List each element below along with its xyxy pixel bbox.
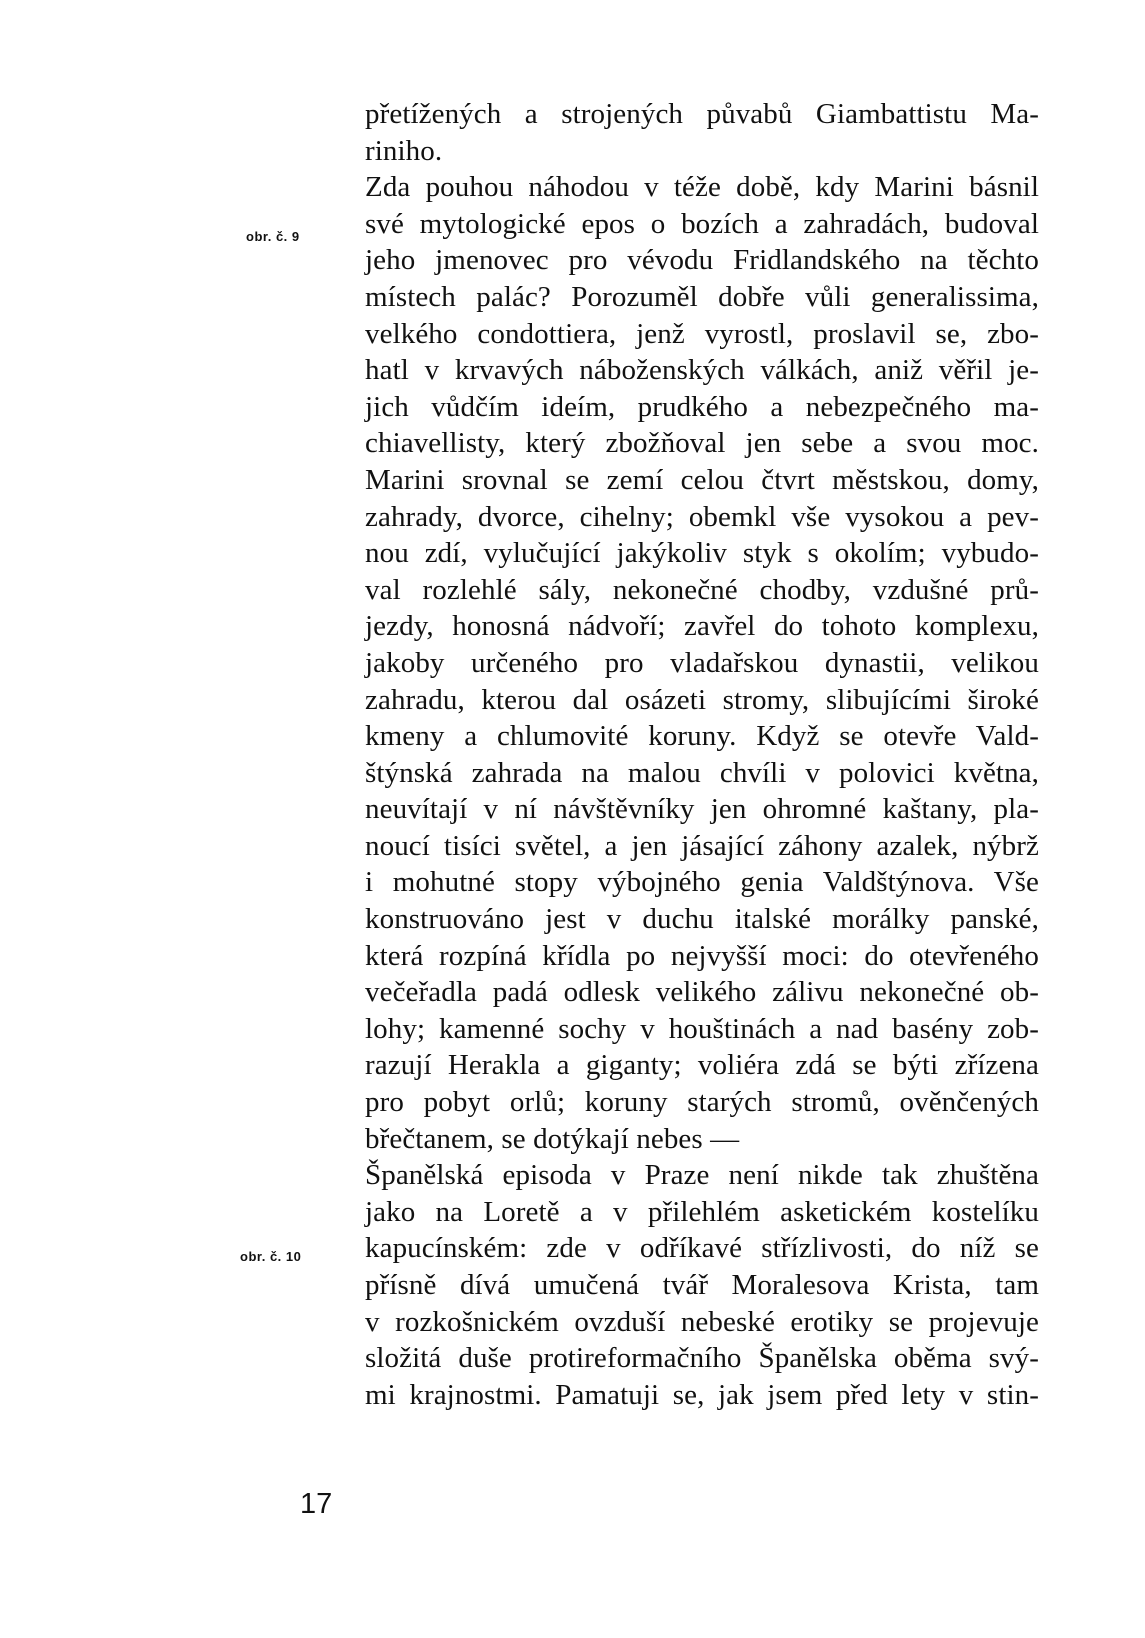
text-line: Zda pouhou náhodou v téže době, kdy Marini básnil bbox=[365, 171, 1039, 204]
text-line: val rozlehlé sály, nekonečné chodby, vzdušné prů- bbox=[365, 573, 1039, 606]
text-line: jakoby určeného pro vladařskou dynastii, velikou bbox=[365, 646, 1039, 679]
text-line: přetížených a strojených půvabů Giambattistu Ma- bbox=[365, 98, 1039, 130]
text-line: Španělská episoda v Praze není nikde tak zhuštěna bbox=[365, 1159, 1039, 1192]
text-line: zahradu, kterou dal osázeti stromy, slibujícími široké bbox=[365, 683, 1039, 716]
text-line: večeřadla padá odlesk velikého zálivu nekonečné ob- bbox=[365, 976, 1039, 1009]
text-line: kapucínském: zde v odříkavé střízlivosti, do níž se bbox=[365, 1232, 1039, 1265]
text-line: jeho jmenovec pro vévodu Fridlandského na těchto bbox=[365, 244, 1039, 277]
text-line: zahrady, dvorce, cihelny; obemkl vše vysokou a pev- bbox=[365, 500, 1039, 533]
text-line: konstruováno jest v duchu italské morálky panské, bbox=[365, 903, 1039, 936]
text-line: své mytologické epos o bozích a zahradách, budoval bbox=[365, 207, 1039, 240]
page-number: 17 bbox=[300, 1488, 333, 1520]
text-line: která rozpíná křídla po nejvyšší moci: do otevřeného bbox=[365, 939, 1039, 972]
text-line: štýnská zahrada na malou chvíli v polovici května, bbox=[365, 756, 1039, 789]
text-line: přísně dívá umučená tvář Moralesova Krista, tam bbox=[365, 1269, 1039, 1301]
text-line: hatl v krvavých náboženských válkách, aniž věřil je- bbox=[365, 354, 1039, 387]
text-line: chiavellisty, který zbožňoval jen sebe a svou moc. bbox=[365, 427, 1039, 460]
body-text bbox=[365, 96, 1039, 1413]
text-line: razují Herakla a giganty; voliéra zdá se býti zřízena bbox=[365, 1049, 1039, 1082]
text-line: riniho. bbox=[365, 134, 443, 167]
text-line: břečtanem, se dotýkají nebes — bbox=[365, 1122, 740, 1155]
text-line: i mohutné stopy výbojného genia Valdštýnova. Vše bbox=[365, 866, 1039, 899]
text-line: velkého condottiera, jenž vyrostl, proslavil se, zbo- bbox=[365, 317, 1039, 350]
margin-note-figure-10: obr. č. 10 bbox=[240, 1249, 302, 1264]
text-line: nou zdí, vylučující jakýkoliv styk s okolím; vybudo- bbox=[365, 537, 1039, 570]
text-line: lohy; kamenné sochy v houštinách a nad basény zob- bbox=[365, 1012, 1039, 1045]
text-line: noucí tisíci světel, a jen jásající záhony azalek, nýbrž bbox=[365, 829, 1039, 862]
text-line: Marini srovnal se zemí celou čtvrt městskou, domy, bbox=[365, 463, 1039, 496]
text-line: kmeny a chlumovité koruny. Když se otevře Vald- bbox=[365, 720, 1039, 753]
text-line: v rozkošnickém ovzduší nebeské erotiky se projevuje bbox=[365, 1305, 1039, 1338]
text-line: jako na Loretě a v přilehlém asketickém kostelíku bbox=[365, 1195, 1039, 1228]
text-line: místech palác? Porozuměl dobře vůli generalissima, bbox=[365, 280, 1039, 313]
text-line: jezdy, honosná nádvoří; zavřel do tohoto komplexu, bbox=[365, 610, 1039, 643]
margin-note-figure-9: obr. č. 9 bbox=[246, 229, 300, 244]
text-line: složitá duše protireformačního Španělska oběma svý- bbox=[365, 1342, 1039, 1375]
text-line: jich vůdčím ideím, prudkého a nebezpečného ma- bbox=[365, 390, 1039, 423]
text-line: pro pobyt orlů; koruny starých stromů, ověnčených bbox=[365, 1086, 1039, 1119]
text-line: mi krajnostmi. Pamatuji se, jak jsem před lety v stin- bbox=[365, 1378, 1039, 1411]
text-line: neuvítají v ní návštěvníky jen ohromné kaštany, pla- bbox=[365, 793, 1039, 826]
